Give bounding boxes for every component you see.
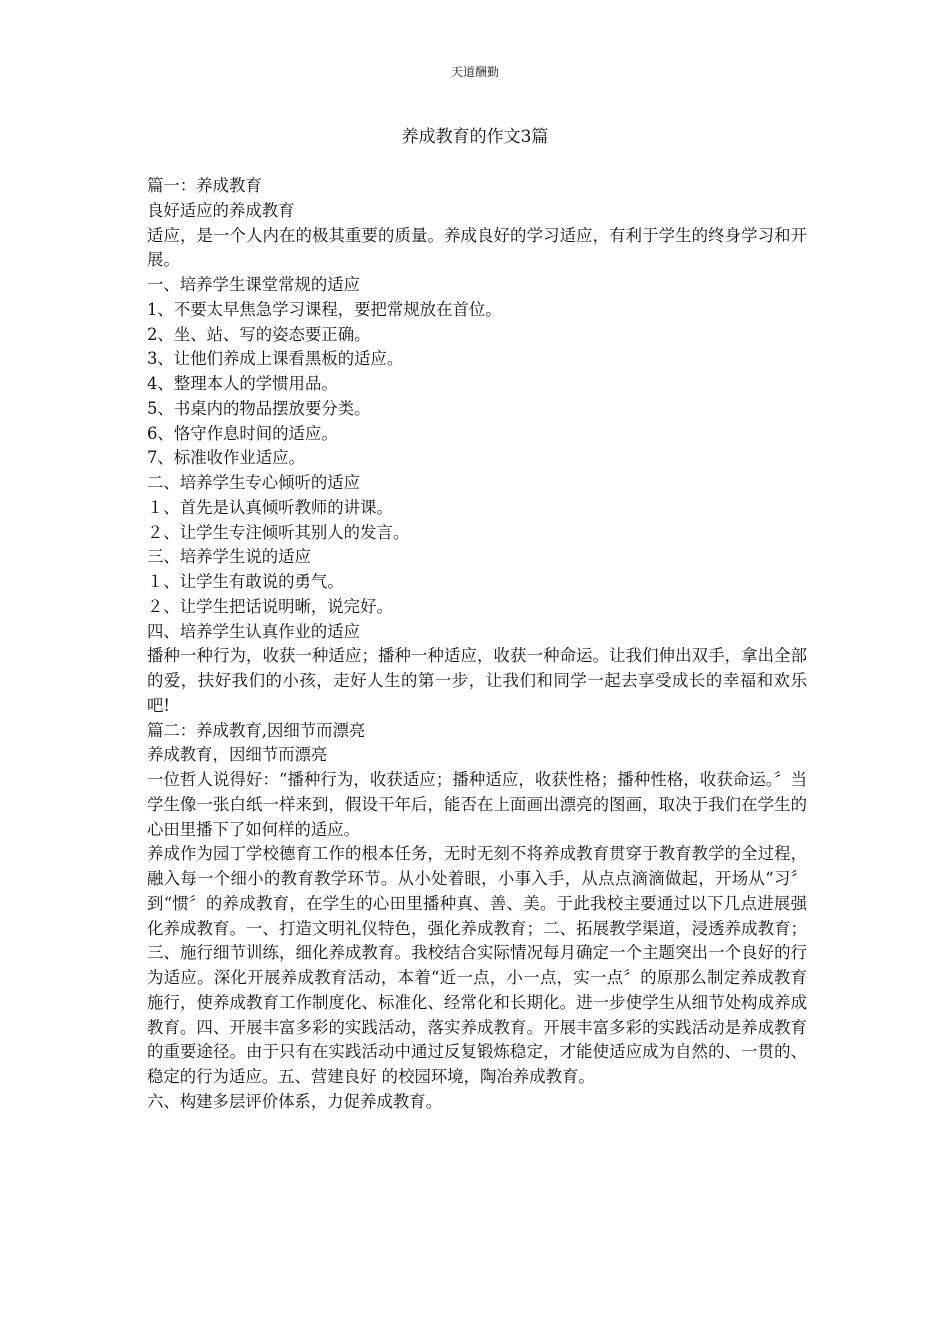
subheading: 良好适应的养成教育: [147, 200, 295, 220]
body-paragraph: 播种一种行为，收获一种适应；播种一种适应，收获一种命运。让我们伸出双手，拿出全部的爱，扶好我们的小孩，走好人生的第一步，让我们和同学一起去享受成长的幸福和欢乐吧!: [147, 646, 807, 715]
body-paragraph: 养成作为园丁学校德育工作的根本任务，无时无刻不将养成教育贯穿于教育教学的全过程，融入每一个细小的教育教学环节。从小处着眼，小事入手，从点点滴滴做起，开场从“习〞到“惯〞的养成教育，在学生的心田里播种真、善、美。于此我校主要通过以下几点进展强化养成教育。一、打造文明礼仪特色，强化养成教育；二、拓展教学渠道，浸透养成教育；三、施行细节训练，细化养成教育。我校结合实际情况每月确定一个主题突出一个良好的行为适应。深化开展养成教育活动，本着“近一点，小一点，实一点〞的原那么制定养成教育施行，使养成教育工作制度化、标准化、经常化和长期化。进一步使学生从细节处构成养成教育。四、开展丰富多彩的实践活动，落实养成教育。开展丰富多彩的实践活动是养成教育的重要途径。由于只有在实践活动中通过反复锻炼稳定，才能使适应成为自然的、一贯的、稳定的行为适应。五、营建良好 的校园环境，陶冶养成教育。: [147, 844, 807, 1086]
page-header: 天道酬勤: [450, 65, 499, 79]
list-item: ２、让学生把话说明晰，说完好。: [147, 596, 393, 616]
list-item: 7、标准收作业适应。: [147, 448, 305, 468]
list-item: 1、不要太早焦急学习课程，要把常规放在首位。: [147, 299, 502, 319]
list-item: 4、整理本人的学惯用品。: [147, 374, 338, 393]
list-item: 6、恪守作息时间的适应。: [147, 423, 338, 443]
section-heading: 四、培养学生认真作业的适应: [147, 621, 361, 641]
section-heading: 一、培养学生课堂常规的适应: [147, 275, 361, 294]
section-heading: 二、培养学生专心倾听的适应: [147, 473, 361, 492]
list-item: ２、让学生专注倾听其别人的发言。: [147, 522, 410, 542]
list-item: １、让学生有敢说的勇气。: [147, 572, 344, 591]
body-paragraph: 一位哲人说得好：“播种行为，收获适应；播种适应，收获性格；播种性格，收获命运。〞当学生像一张白纸一样来到，假设干年后，能否在上面画出漂亮的图画，取决于我们在学生的心田里播下了如何样的适应。: [147, 770, 807, 839]
list-item: 3、让他们养成上课看黑板的适应。: [147, 349, 404, 369]
section-heading: 三、培养学生说的适应: [147, 547, 311, 567]
list-item: １、首先是认真倾听教师的讲课。: [147, 497, 393, 517]
subheading: 养成教育，因细节而漂亮: [147, 745, 328, 765]
document-body: [147, 174, 807, 1115]
body-paragraph: 六、构建多层评价体系，力促养成教育。: [147, 1091, 443, 1111]
list-item: 2、坐、站、写的姿态要正确。: [147, 324, 371, 344]
section-heading: 篇一：养成教育: [147, 176, 262, 195]
document-title: 养成教育的作文3篇: [401, 127, 549, 147]
body-paragraph: 适应，是一个人内在的极其重要的质量。养成良好的学习适应，有利于学生的终身学习和开展。: [147, 225, 807, 270]
list-item: 5、书桌内的物品摆放要分类。: [147, 398, 371, 418]
section-heading: 篇二：养成教育,因细节而漂亮: [147, 720, 366, 740]
